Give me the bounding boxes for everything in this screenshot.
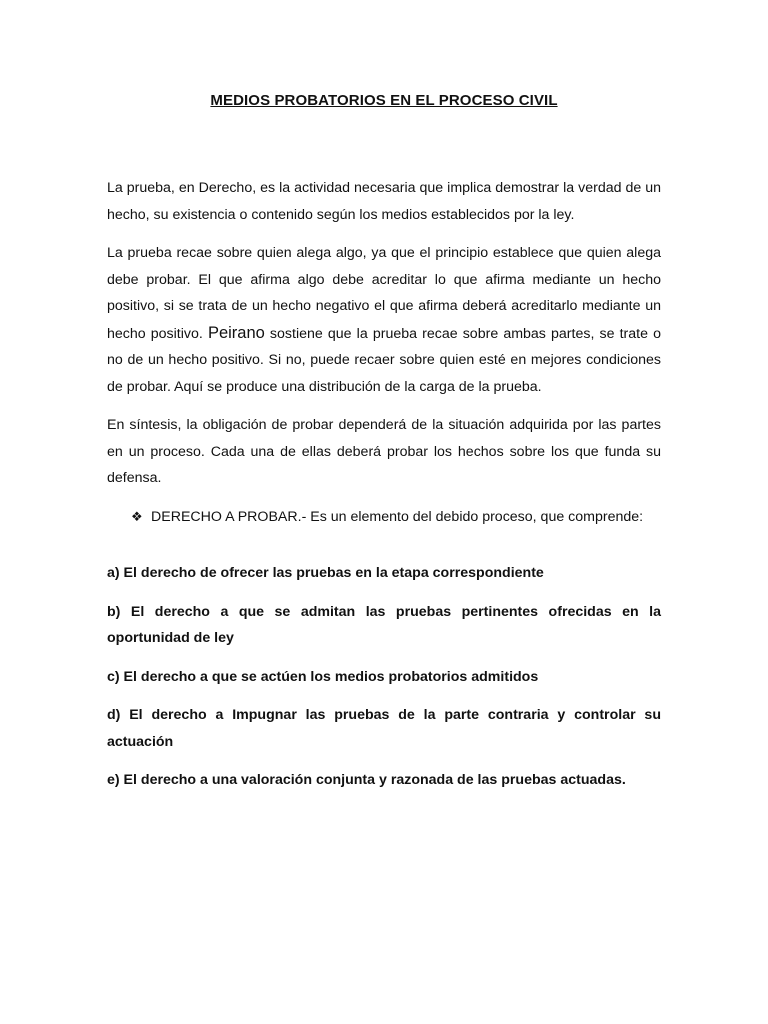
- list-item-a: a) El derecho de ofrecer las pruebas en la etapa correspondiente: [107, 565, 544, 581]
- paragraph-burden-of-proof: [107, 240, 661, 400]
- paragraph-definition: La prueba, en Derecho, es la actividad necesaria que implica demostrar la verdad de un hecho, su existencia o contenido según los medios establecidos por la ley.: [107, 180, 661, 223]
- list-item-e: e) El derecho a una valoración conjunta y razonada de las pruebas actuadas.: [107, 772, 626, 788]
- list-item-b: b) El derecho a que se admitan las pruebas pertinentes ofrecidas en la oportunidad de ley: [107, 603, 661, 646]
- list-item-d: d) El derecho a Impugnar las pruebas de la parte contraria y controlar su actuación: [107, 707, 661, 750]
- paragraph-burden-text-2: sostiene que la prueba recae sobre ambas partes, se trate o no de un hecho positivo. Si no, puede recaer sobre quien esté en mejores condiciones de probar. Aquí se produce una distribución de la carga de la prueba.: [107, 325, 661, 395]
- bullet-text: DERECHO A PROBAR.- Es un elemento del debido proceso, que comprende:: [151, 508, 644, 525]
- document-title: MEDIOS PROBATORIOS EN EL PROCESO CIVIL: [210, 92, 558, 109]
- paragraph-synthesis: En síntesis, la obligación de probar dependerá de la situación adquirida por las partes en un proceso. Cada una de ellas deberá probar los hechos sobre los que funda su defensa.: [107, 417, 661, 486]
- list-item-c: c) El derecho a que se actúen los medios probatorios admitidos: [107, 668, 539, 685]
- diamond-bullet-icon: ❖: [131, 508, 143, 524]
- author-name: Peirano: [207, 323, 265, 342]
- paragraph-burden-text-1: La prueba recae sobre quien alega algo, ya que el principio establece que quien alega debe probar. El que afirma algo debe acreditar lo que afirma mediante un hecho positivo, si se trata de un hecho negativo el que afirma deberá acreditarlo mediante un hecho positivo.: [107, 245, 661, 342]
- document-body: [107, 175, 661, 806]
- bullet-right-to-prove: [107, 504, 661, 531]
